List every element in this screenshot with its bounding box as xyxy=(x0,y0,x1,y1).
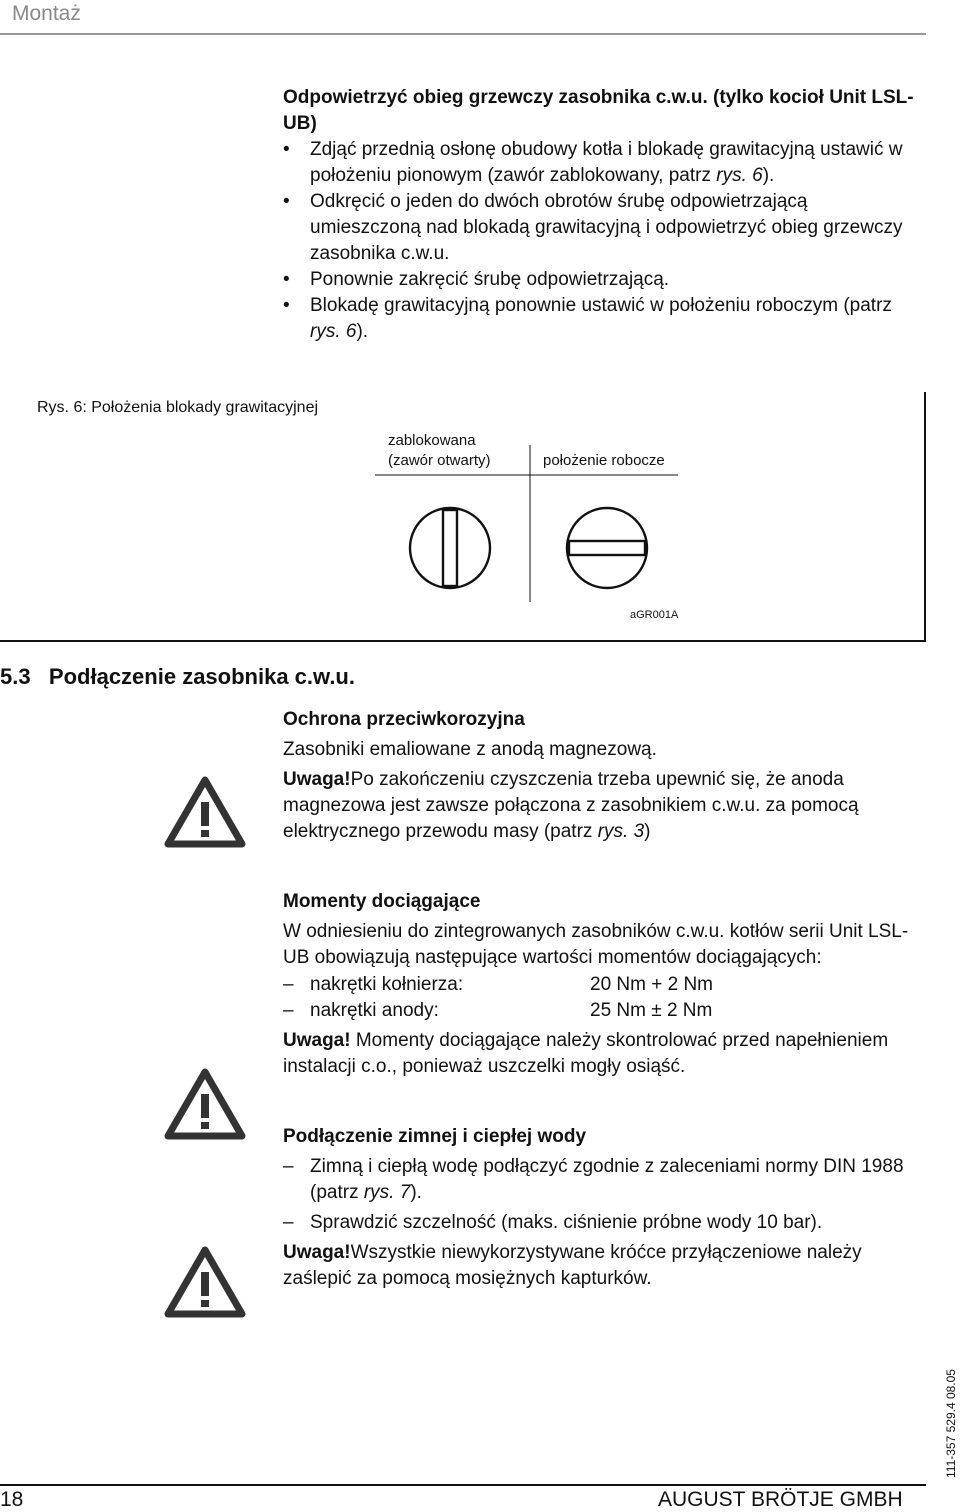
torque-value: 25 Nm ± 2 Nm xyxy=(590,1000,713,1021)
warning-label: Uwaga! xyxy=(283,769,351,790)
list-item xyxy=(283,267,923,293)
header-divider xyxy=(0,33,926,35)
warning-icon xyxy=(163,1066,247,1142)
label-locked-line1: zablokowana xyxy=(388,432,476,449)
figure-ref: rys. 6 xyxy=(310,321,357,342)
warning-text: Wszystkie niewykorzystywane króćce przyłączeniowe należy zaślepić za pomocą mosiężnych kapturków. xyxy=(283,1242,862,1289)
dash-marker: – xyxy=(283,1000,294,1021)
torque-label: nakrętki anody: xyxy=(310,1000,439,1021)
warning-text: Po zakończeniu czyszczenia trzeba upewnić się, że anoda magnezowa jest zawsze połączona z zasobnikiem c.w.u. za pomocą elektrycznego przewodu masy (patrz xyxy=(283,769,859,842)
corrosion-text: Zasobniki emaliowane z anodą magnezową. xyxy=(283,739,657,760)
bullet-marker: • xyxy=(283,269,290,290)
torque-warning xyxy=(283,1028,923,1080)
bullet-marker: • xyxy=(283,191,290,212)
footer-divider xyxy=(0,1484,926,1486)
figure-ref: rys. 7 xyxy=(363,1182,411,1203)
list-item xyxy=(283,1154,923,1206)
torque-text: W odniesieniu do zintegrowanych zasobników c.w.u. kotłów serii Unit LSL-UB obowiązują następujące wartości momentów dociągających: xyxy=(283,921,909,968)
torque-table xyxy=(283,972,713,1024)
torque-section xyxy=(283,889,923,1080)
list-item-text: Zdjąć przednią osłonę obudowy kotła i blokadę grawitacyjną ustawić w położeniu pionowym (zawór zablokowany, patrz xyxy=(310,139,903,186)
dash-marker: – xyxy=(283,974,294,995)
page-number: 18 xyxy=(0,1488,24,1511)
figure-ref: rys. 6 xyxy=(716,165,763,186)
company-name: AUGUST BRÖTJE GMBH xyxy=(658,1488,903,1511)
water-title: Podłączenie zimnej i ciepłej wody xyxy=(283,1126,587,1147)
list-item xyxy=(283,1210,923,1236)
list-item xyxy=(283,137,923,189)
list-item xyxy=(283,293,923,345)
document-code: 111-357 529.4 08.05 xyxy=(944,1369,958,1478)
table-row xyxy=(283,998,713,1024)
list-item-text: Zimną i ciepłą wodę podłączyć zgodnie z zaleceniami normy DIN 1988 (patrz xyxy=(310,1156,904,1203)
torque-value: 20 Nm + 2 Nm xyxy=(590,974,714,995)
list-item-text: Odkręcić o jeden do dwóch obrotów śrubę odpowietrzającą umieszczoną nad blokadą grawitacyjną i odpowietrzyć obieg grzewczy zasobnika c.w.u. xyxy=(310,191,903,264)
warning-text-end: ) xyxy=(644,821,651,842)
gravity-brake-diagram xyxy=(370,430,690,610)
figure-ref: rys. 3 xyxy=(597,821,645,842)
section-heading: 5.3 Podłączenie zasobnika c.w.u. xyxy=(0,664,355,689)
venting-heading: Odpowietrzyć obieg grzewczy zasobnika c.w.u. (tylko kocioł Unit LSL-UB) xyxy=(283,87,914,134)
warning-label: Uwaga! xyxy=(283,1242,351,1263)
list-item-text-end: ). xyxy=(410,1182,422,1203)
water-warning xyxy=(283,1240,923,1292)
label-locked-line2: (zawór otwarty) xyxy=(388,452,491,469)
warning-text: Momenty dociągające należy skontrolować przed napełnieniem instalacji c.o., ponieważ uszczelki mogły osiąść. xyxy=(283,1030,889,1077)
warning-icon xyxy=(163,1244,247,1320)
warning-icon xyxy=(163,774,247,850)
table-row xyxy=(283,972,713,998)
list-item-text: Sprawdzić szczelność (maks. ciśnienie próbne wody 10 bar). xyxy=(310,1212,823,1233)
dash-marker: – xyxy=(283,1212,294,1233)
locked-position-icon xyxy=(410,508,490,588)
bullet-marker: • xyxy=(283,139,290,160)
list-item-text: Blokadę grawitacyjną ponownie ustawić w położeniu roboczym (patrz xyxy=(310,295,892,316)
page-header-title: Montaż xyxy=(12,2,81,25)
label-working: położenie robocze xyxy=(543,452,665,469)
list-item-text-end: ). xyxy=(356,321,369,342)
dash-marker: – xyxy=(283,1156,294,1177)
figure-caption: Rys. 6: Położenia blokady grawitacyjnej xyxy=(37,399,319,416)
corrosion-warning xyxy=(283,767,923,845)
corrosion-title: Ochrona przeciwkorozyjna xyxy=(283,709,525,730)
water-section xyxy=(283,1124,923,1292)
bullet-marker: • xyxy=(283,295,290,316)
corrosion-section xyxy=(283,707,923,845)
torque-title: Momenty dociągające xyxy=(283,891,481,912)
torque-label: nakrętki kołnierza: xyxy=(310,974,464,995)
warning-label: Uwaga! xyxy=(283,1030,351,1051)
working-position-icon xyxy=(567,508,647,588)
list-item-text-end: ). xyxy=(762,165,775,186)
list-item xyxy=(283,189,923,267)
list-item-text: Ponownie zakręcić śrubę odpowietrzającą. xyxy=(310,269,670,290)
venting-section xyxy=(283,85,923,345)
figure-code: aGR001A xyxy=(630,609,679,621)
